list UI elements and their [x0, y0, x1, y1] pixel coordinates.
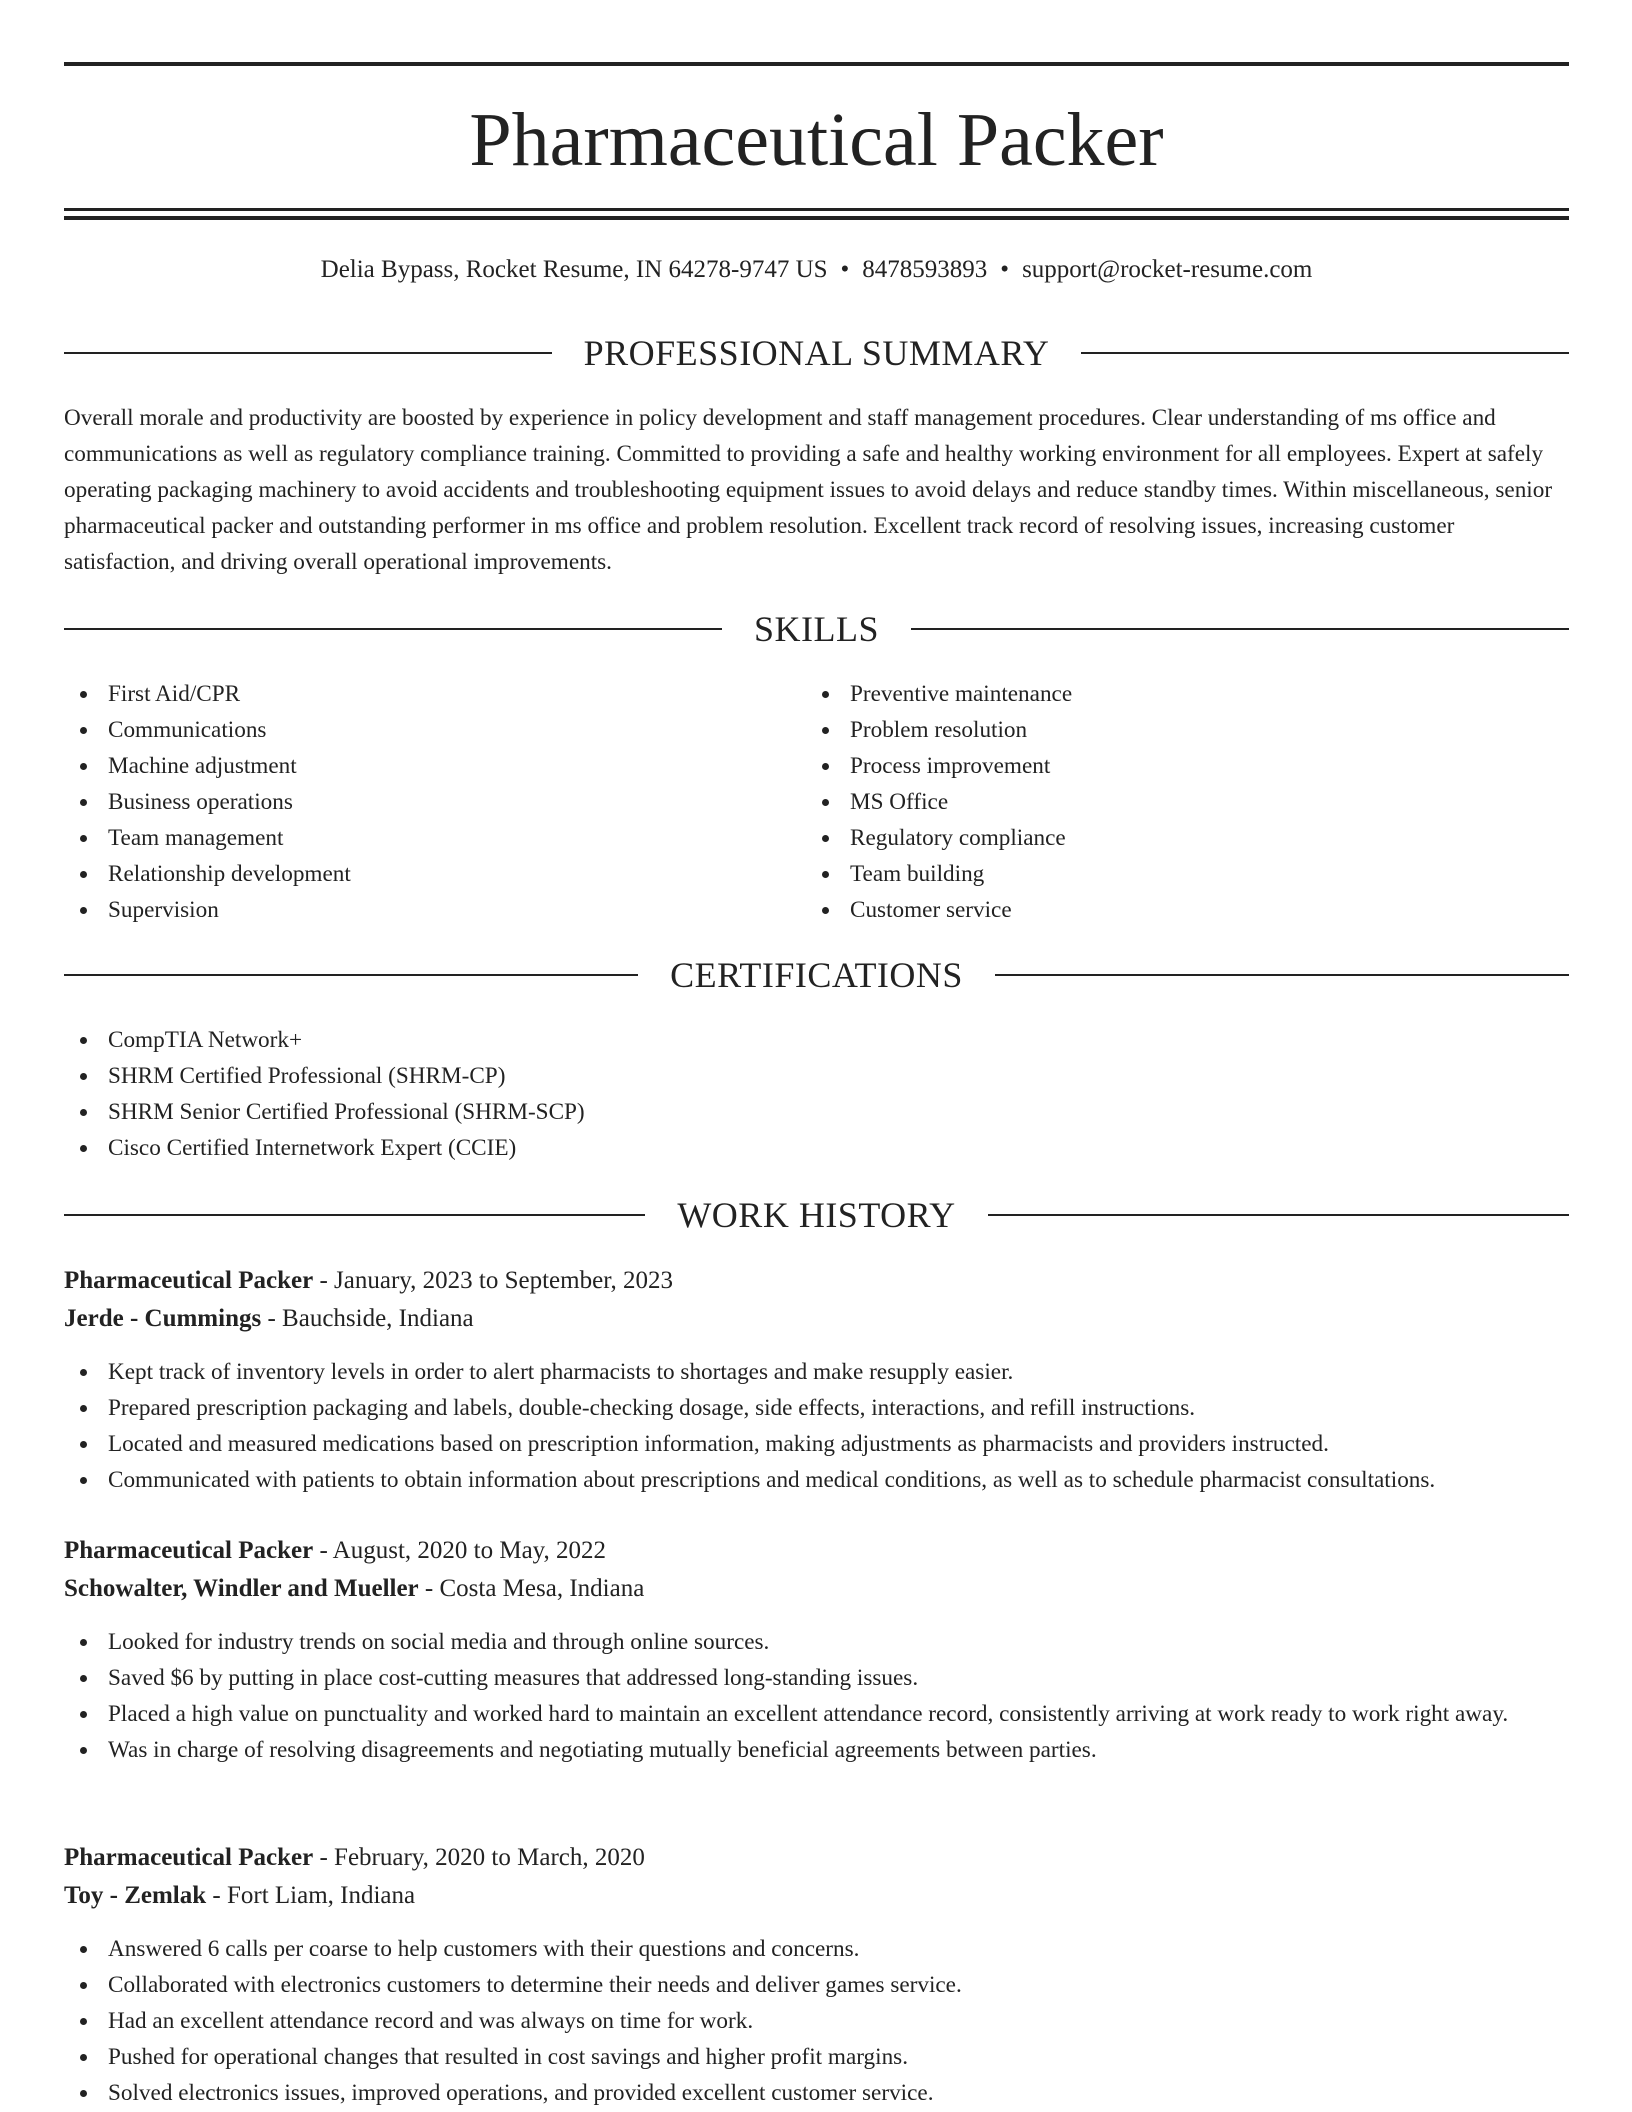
job-company-line	[64, 1877, 1569, 1915]
job-title-line	[64, 1532, 1569, 1570]
job-bullet: Placed a high value on punctuality and worked hard to maintain an excellent attendance record, consistently arriving at work ready to work right away.	[64, 1696, 1569, 1732]
skill-item: Preventive maintenance	[806, 676, 1566, 712]
skill-item: Team management	[64, 820, 784, 856]
section-title-summary: PROFESSIONAL SUMMARY	[583, 333, 1050, 373]
summary-text: Overall morale and productivity are boosted by experience in policy development and staff management procedures. Clear understanding of ms office and communications as well as regulatory compliance training. Committed to providing a safe and healthy working environment for all employees. Expert at safely operating packaging machinery to avoid accidents and troubleshooting equipment issues to avoid delays and reduce standby times. Within miscellaneous, senior pharmaceutical packer and outstanding performer in ms office and problem resolution. Excellent track record of resolving issues, increasing customer satisfaction, and driving overall operational improvements.	[64, 405, 1553, 575]
job-dates: - January, 2023 to September, 2023	[313, 1267, 674, 1294]
section-rule	[1081, 352, 1569, 354]
job-entry	[64, 1532, 1569, 1768]
job-location: - Bauchside, Indiana	[261, 1305, 474, 1332]
skill-item: Problem resolution	[806, 712, 1566, 748]
job-title: Pharmaceutical Packer	[64, 1267, 314, 1294]
section-rule	[64, 1214, 645, 1216]
job-bullet: Kept track of inventory levels in order to alert pharmacists to shortages and make resupply easier.	[64, 1354, 1569, 1390]
contact-separator: •	[840, 256, 850, 283]
job-bullet: Saved $6 by putting in place cost-cutting measures that addressed long-standing issues.	[64, 1660, 1569, 1696]
skill-item: Supervision	[64, 892, 784, 928]
job-bullets	[64, 1354, 1569, 1498]
certification-item: CompTIA Network+	[64, 1022, 1569, 1058]
skill-item: MS Office	[806, 784, 1566, 820]
job-bullet: Was in charge of resolving disagreements and negotiating mutually beneficial agreements between parties.	[64, 1732, 1569, 1768]
skill-item: First Aid/CPR	[64, 676, 784, 712]
skill-item: Relationship development	[64, 856, 784, 892]
job-bullet: Prepared prescription packaging and labels, double-checking dosage, side effects, interactions, and refill instructions.	[64, 1390, 1569, 1426]
job-entry	[64, 1839, 1569, 2111]
job-company-line	[64, 1300, 1569, 1338]
job-company-line	[64, 1570, 1569, 1608]
job-title: Pharmaceutical Packer	[64, 1537, 314, 1564]
job-bullet: Answered 6 calls per coarse to help customers with their questions and concerns.	[64, 1931, 1569, 1967]
job-entry	[64, 1262, 1569, 1498]
section-title-certifications: CERTIFICATIONS	[670, 955, 963, 995]
section-title-skills: SKILLS	[754, 609, 880, 649]
section-heading-summary	[64, 331, 1569, 375]
header-top-rule	[64, 62, 1569, 66]
header-bottom-rule	[64, 208, 1569, 211]
contact-line	[64, 252, 1569, 288]
job-location: - Fort Liam, Indiana	[206, 1882, 416, 1909]
section-heading-work-history	[64, 1193, 1569, 1237]
job-dates: - February, 2020 to March, 2020	[313, 1844, 645, 1871]
job-bullets	[64, 1624, 1569, 1768]
job-company: Schowalter, Windler and Mueller	[64, 1575, 419, 1602]
certification-item: Cisco Certified Internetwork Expert (CCIE)	[64, 1130, 1569, 1166]
job-bullet: Had an excellent attendance record and was always on time for work.	[64, 2003, 1569, 2039]
job-title-line	[64, 1262, 1569, 1300]
certification-item: SHRM Certified Professional (SHRM-CP)	[64, 1058, 1569, 1094]
skill-item: Team building	[806, 856, 1566, 892]
section-title-work-history: WORK HISTORY	[677, 1195, 956, 1235]
job-dates: - August, 2020 to May, 2022	[313, 1537, 607, 1564]
job-company: Toy - Zemlak	[64, 1882, 207, 1909]
skill-item: Communications	[64, 712, 784, 748]
job-bullet: Collaborated with electronics customers to determine their needs and deliver games service.	[64, 1967, 1569, 2003]
job-bullet: Communicated with patients to obtain information about prescriptions and medical conditions, as well as to schedule pharmacist consultations.	[64, 1462, 1569, 1498]
skill-item: Process improvement	[806, 748, 1566, 784]
section-rule	[64, 974, 638, 976]
section-heading-certifications	[64, 953, 1569, 997]
contact-email[interactable]: support@rocket-resume.com	[1022, 256, 1313, 283]
contact-phone: 8478593893	[862, 256, 988, 283]
job-location: - Costa Mesa, Indiana	[418, 1575, 645, 1602]
contact-separator: •	[1000, 256, 1010, 283]
contact-address: Delia Bypass, Rocket Resume, IN 64278-9747 US	[320, 256, 828, 283]
job-title: Pharmaceutical Packer	[64, 1844, 314, 1871]
section-rule	[64, 352, 552, 354]
certifications-list	[64, 1022, 1569, 1166]
skill-item: Machine adjustment	[64, 748, 784, 784]
section-rule	[988, 1214, 1569, 1216]
section-rule	[911, 628, 1569, 630]
job-bullet: Solved electronics issues, improved operations, and provided excellent customer service.	[64, 2075, 1569, 2111]
section-heading-skills	[64, 607, 1569, 651]
job-bullets	[64, 1931, 1569, 2111]
skills-list-right	[806, 676, 1566, 928]
job-bullet: Pushed for operational changes that resulted in cost savings and higher profit margins.	[64, 2039, 1569, 2075]
job-bullet: Located and measured medications based on prescription information, making adjustments as pharmacists and providers instructed.	[64, 1426, 1569, 1462]
skill-item: Regulatory compliance	[806, 820, 1566, 856]
job-bullet: Looked for industry trends on social media and through online sources.	[64, 1624, 1569, 1660]
resume-name: Pharmaceutical Packer	[469, 98, 1164, 182]
skill-item: Customer service	[806, 892, 1566, 928]
section-rule	[64, 628, 722, 630]
skill-item: Business operations	[64, 784, 784, 820]
job-company: Jerde - Cummings	[64, 1305, 262, 1332]
section-rule	[995, 974, 1569, 976]
certification-item: SHRM Senior Certified Professional (SHRM-SCP)	[64, 1094, 1569, 1130]
header-bottom-rule-thick	[64, 216, 1569, 220]
skills-list-left	[64, 676, 784, 928]
job-title-line	[64, 1839, 1569, 1877]
